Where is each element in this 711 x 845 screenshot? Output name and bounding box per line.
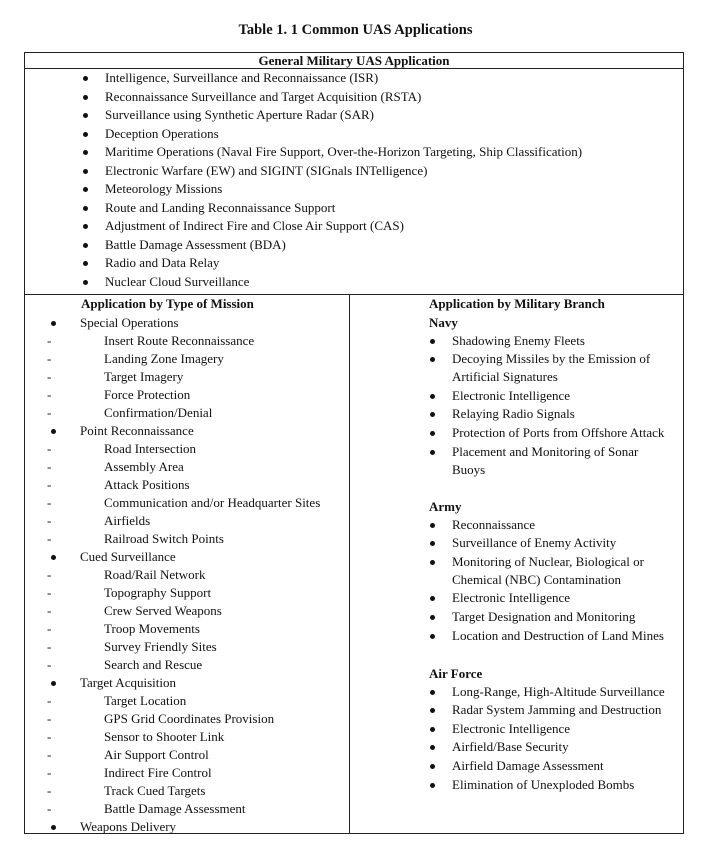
bullet-icon xyxy=(430,783,435,788)
branch-item-label: Placement and Monitoring of Sonar xyxy=(452,443,639,459)
mission-subitem-label: Attack Positions xyxy=(104,477,190,492)
branch-list-item xyxy=(25,387,683,405)
general-section-header: General Military UAS Application xyxy=(25,53,683,69)
general-list-item xyxy=(25,180,683,198)
branch-item-label: Electronic Intelligence xyxy=(452,720,571,736)
mission-subitem-label: Railroad Switch Points xyxy=(104,531,224,546)
bullet-icon xyxy=(430,764,435,769)
bullet-icon xyxy=(83,280,88,285)
mission-group-label: Point Reconnaissance xyxy=(80,423,194,438)
dash-marker: - xyxy=(47,333,52,348)
branch-list-item xyxy=(25,683,683,701)
branch-name: Navy xyxy=(429,315,458,330)
branch-item-label: Location and Destruction of Land Mines xyxy=(452,627,664,643)
dash-marker: - xyxy=(47,387,52,402)
bullet-icon xyxy=(83,224,88,229)
section-divider xyxy=(25,294,683,295)
bullet-icon xyxy=(430,339,435,344)
branch-item-label: Chemical (NBC) Contamination xyxy=(452,571,621,587)
mission-subitem-label: Communication and/or Headquarter Sites xyxy=(104,495,321,510)
dash-marker: - xyxy=(47,585,52,600)
bullet-icon xyxy=(430,450,435,455)
bullet-icon xyxy=(430,541,435,546)
dash-marker: - xyxy=(47,693,52,708)
branch-list-item xyxy=(25,627,683,645)
mission-subitem-label: Topography Support xyxy=(104,585,212,600)
general-list-item xyxy=(25,106,683,124)
branch-item-label: Decoying Missiles by the Emission of xyxy=(452,351,651,367)
bullet-icon xyxy=(83,132,88,137)
dash-marker: - xyxy=(47,639,52,654)
mission-subitem xyxy=(25,476,683,494)
bullet-icon xyxy=(51,321,56,326)
dash-marker: - xyxy=(47,783,52,798)
bullet-icon xyxy=(83,169,88,174)
bullet-icon xyxy=(430,431,435,436)
mission-subitem-label: Confirmation/Denial xyxy=(104,405,213,420)
dash-marker: - xyxy=(47,351,52,366)
bullet-icon xyxy=(83,261,88,266)
branch-list-item xyxy=(25,589,683,607)
branch-name: Army xyxy=(429,499,462,514)
general-item-label: Reconnaissance Surveillance and Target Acquisition (RSTA) xyxy=(105,88,422,104)
bullet-icon xyxy=(430,615,435,620)
bullet-icon xyxy=(430,745,435,750)
dash-marker: - xyxy=(47,513,52,528)
dash-marker: - xyxy=(47,621,52,636)
mission-column-header: Application by Type of Mission xyxy=(81,296,254,311)
bullet-icon xyxy=(430,727,435,732)
mission-subitem-label: Search and Rescue xyxy=(104,657,203,672)
mission-group xyxy=(25,314,683,332)
general-item-label: Surveillance using Synthetic Aperture Radar (SAR) xyxy=(105,107,374,122)
mission-group-label: Target Acquisition xyxy=(80,675,176,690)
branch-item-label: Long-Range, High-Altitude Surveillance xyxy=(452,683,665,699)
dash-marker: - xyxy=(47,801,52,816)
branch-list-item xyxy=(25,443,683,479)
branch-item-label: Protection of Ports from Offshore Attack xyxy=(452,424,665,440)
branch-list-item xyxy=(25,757,683,775)
table-title: Table 1. 1 Common UAS Applications xyxy=(238,22,473,38)
mission-subitem-label: GPS Grid Coordinates Provision xyxy=(104,711,275,726)
branch-list-item xyxy=(25,332,683,350)
dash-marker: - xyxy=(47,477,52,492)
general-list-item xyxy=(25,199,683,217)
branch-item-label: Target Designation and Monitoring xyxy=(452,608,636,624)
general-item-label: Intelligence, Surveillance and Reconnaissance (ISR) xyxy=(105,70,379,85)
branch-name: Air Force xyxy=(429,666,483,681)
bullet-icon xyxy=(430,596,435,601)
dash-marker: - xyxy=(47,567,52,582)
branch-list-item xyxy=(25,424,683,442)
branch-column-header: Application by Military Branch xyxy=(429,296,605,311)
branch-item-label: Airfield Damage Assessment xyxy=(452,757,604,773)
branch-item-label: Reconnaissance xyxy=(452,516,536,532)
general-item-label: Radio and Data Relay xyxy=(105,255,220,270)
bullet-icon xyxy=(83,206,88,211)
mission-subitem-label: Air Support Control xyxy=(104,747,209,762)
branch-item-label: Shadowing Enemy Fleets xyxy=(452,332,585,348)
general-list-item xyxy=(25,254,683,272)
general-list-item xyxy=(25,236,683,254)
dash-marker: - xyxy=(47,747,52,762)
uas-applications-table xyxy=(24,52,684,834)
general-item-label: Adjustment of Indirect Fire and Close Air Support (CAS) xyxy=(105,218,404,233)
branch-list-item xyxy=(25,350,683,386)
mission-group-label: Weapons Delivery xyxy=(80,819,177,834)
branch-list-item xyxy=(25,720,683,738)
mission-subitem-label: Sensor to Shooter Link xyxy=(104,729,225,744)
dash-marker: - xyxy=(47,369,52,384)
branch-item-label: Monitoring of Nuclear, Biological or xyxy=(452,553,644,569)
general-item-label: Maritime Operations (Naval Fire Support, Over-the-Horizon Targeting, Ship Classification) xyxy=(105,144,583,159)
mission-subitem xyxy=(25,494,683,512)
dash-marker: - xyxy=(47,729,52,744)
general-list-item xyxy=(25,88,683,106)
bullet-icon xyxy=(51,825,56,830)
bullet-icon xyxy=(83,76,88,81)
mission-subitem-label: Survey Friendly Sites xyxy=(104,639,217,654)
mission-subitem-label: Target Imagery xyxy=(104,369,184,384)
branch-list-item xyxy=(25,516,683,534)
dash-marker: - xyxy=(47,603,52,618)
bullet-icon xyxy=(430,634,435,639)
bullet-icon xyxy=(83,243,88,248)
general-item-label: Route and Landing Reconnaissance Support xyxy=(105,199,336,215)
general-item-label: Meteorology Missions xyxy=(105,181,223,196)
bullet-icon xyxy=(430,690,435,695)
bullet-icon xyxy=(83,95,88,100)
branch-list-item xyxy=(25,608,683,626)
mission-subitem-label: Troop Movements xyxy=(104,621,200,636)
branch-list-item xyxy=(25,776,683,794)
general-list-item xyxy=(25,143,683,161)
mission-subitem-label: Road/Rail Network xyxy=(104,567,206,582)
mission-subitem-label: Airfields xyxy=(104,513,151,528)
bullet-icon xyxy=(430,560,435,565)
branch-item-label: Buoys xyxy=(452,461,486,477)
general-list-item xyxy=(25,217,683,235)
branch-item-label: Electronic Intelligence xyxy=(452,387,571,403)
general-list-item xyxy=(25,273,683,291)
mission-subitem-label: Road Intersection xyxy=(104,441,197,456)
general-list-item xyxy=(25,162,683,180)
mission-subitem-label: Track Cued Targets xyxy=(104,783,206,798)
mission-subitem-label: Target Location xyxy=(104,693,187,708)
branch-list-item xyxy=(25,553,683,589)
mission-subitem-label: Force Protection xyxy=(104,387,191,402)
branch-list-item xyxy=(25,738,683,756)
branch-item-label: Radar System Jamming and Destruction xyxy=(452,702,662,718)
bullet-icon xyxy=(430,523,435,528)
branch-item-label: Airfield/Base Security xyxy=(452,739,569,755)
bullet-icon xyxy=(83,150,88,155)
mission-subitem-label: Insert Route Reconnaissance xyxy=(104,333,255,348)
mission-subitem-label: Battle Damage Assessment xyxy=(104,801,246,816)
branch-list-item xyxy=(25,534,683,552)
mission-subitem xyxy=(25,656,683,674)
general-item-label: Electronic Warfare (EW) and SIGINT (SIGnals INTelligence) xyxy=(105,162,428,178)
general-item-label: Nuclear Cloud Surveillance xyxy=(105,273,250,289)
mission-subitem-label: Crew Served Weapons xyxy=(104,603,222,618)
branch-item-label: Surveillance of Enemy Activity xyxy=(452,535,617,551)
general-item-label: Deception Operations xyxy=(105,125,219,141)
dash-marker: - xyxy=(47,459,52,474)
dash-marker: - xyxy=(47,711,52,726)
bullet-icon xyxy=(430,412,435,417)
general-list-item xyxy=(25,69,683,87)
mission-subitem xyxy=(25,800,683,818)
general-list-item xyxy=(25,125,683,143)
dash-marker: - xyxy=(47,405,52,420)
mission-subitem-label: Indirect Fire Control xyxy=(104,765,212,780)
dash-marker: - xyxy=(47,765,52,780)
branch-list-item xyxy=(25,701,683,719)
branch-list-item xyxy=(25,405,683,423)
dash-marker: - xyxy=(47,495,52,510)
branch-item-label: Artificial Signatures xyxy=(452,369,558,385)
branch-item-label: Relaying Radio Signals xyxy=(452,406,575,422)
dash-marker: - xyxy=(47,657,52,672)
bullet-icon xyxy=(83,113,88,118)
general-item-label: Battle Damage Assessment (BDA) xyxy=(105,236,286,252)
mission-subitem-label: Assembly Area xyxy=(104,459,184,474)
dash-marker: - xyxy=(47,531,52,546)
bullet-icon xyxy=(430,708,435,713)
mission-group-label: Cued Surveillance xyxy=(80,549,176,564)
bullet-icon xyxy=(430,357,435,362)
mission-subitem-label: Landing Zone Imagery xyxy=(104,351,224,366)
bullet-icon xyxy=(430,394,435,399)
mission-group xyxy=(25,818,683,836)
branch-item-label: Elimination of Unexploded Bombs xyxy=(452,776,635,792)
bullet-icon xyxy=(83,187,88,192)
mission-group-label: Special Operations xyxy=(80,315,179,330)
dash-marker: - xyxy=(47,441,52,456)
branch-item-label: Electronic Intelligence xyxy=(452,590,571,606)
